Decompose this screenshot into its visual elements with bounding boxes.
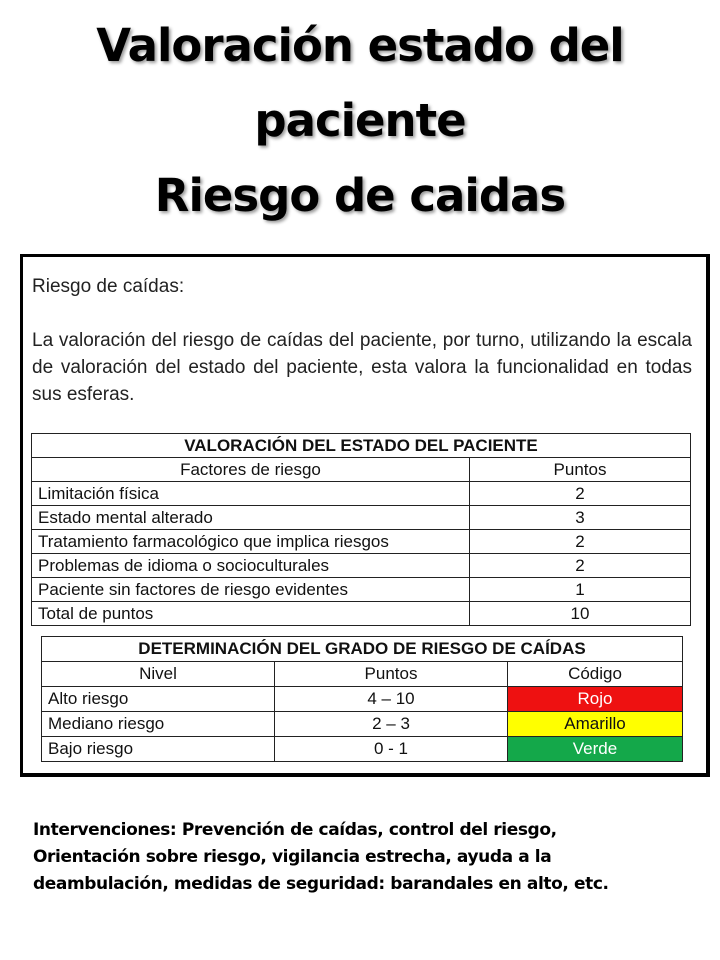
- doc-paragraph: La valoración del riesgo de caídas del paciente, por turno, utilizando la escala de valoración del estado del paciente, esta valora la funcionalidad en todas sus esferas.: [32, 330, 692, 405]
- table-row: [32, 554, 691, 578]
- header-puntos: Puntos: [275, 662, 508, 687]
- document-image: [20, 254, 710, 777]
- title-line-2: paciente: [254, 94, 466, 147]
- doc-heading: Riesgo de caídas:: [32, 276, 185, 297]
- table1-caption: VALORACIÓN DEL ESTADO DEL PACIENTE: [32, 434, 691, 458]
- interventions-text: [33, 817, 713, 898]
- table2-caption: DETERMINACIÓN DEL GRADO DE RIESGO DE CAÍDAS: [42, 637, 683, 662]
- points-cell: 10: [470, 602, 691, 626]
- points-cell: 2: [470, 554, 691, 578]
- interventions-line-2: Orientación sobre riesgo, vigilancia estrecha, ayuda a la: [33, 847, 552, 867]
- factor-cell: Total de puntos: [32, 602, 470, 626]
- intro-text: [32, 273, 692, 408]
- title-line-1: Valoración estado del: [96, 19, 624, 72]
- points-cell: 3: [470, 506, 691, 530]
- table-row: [32, 530, 691, 554]
- table-row: [32, 578, 691, 602]
- title-line-3: Riesgo de caidas: [154, 169, 566, 222]
- table-row: [42, 687, 683, 712]
- points-cell: 2: [470, 530, 691, 554]
- points-cell: 4 – 10: [275, 687, 508, 712]
- table-row: [32, 506, 691, 530]
- level-cell: Mediano riesgo: [42, 712, 275, 737]
- interventions-line-1: Intervenciones: Prevención de caídas, control del riesgo,: [33, 820, 557, 840]
- header-codigo: Código: [508, 662, 683, 687]
- factor-cell: Problemas de idioma o socioculturales: [32, 554, 470, 578]
- slide-title: [0, 8, 720, 233]
- header-nivel: Nivel: [42, 662, 275, 687]
- table-row: [42, 737, 683, 762]
- factor-cell: Paciente sin factores de riesgo evidentes: [32, 578, 470, 602]
- code-cell-yellow: Amarillo: [508, 712, 683, 737]
- points-cell: 0 - 1: [275, 737, 508, 762]
- code-cell-red: Rojo: [508, 687, 683, 712]
- points-cell: 1: [470, 578, 691, 602]
- points-cell: 2: [470, 482, 691, 506]
- factor-cell: Tratamiento farmacológico que implica riesgos: [32, 530, 470, 554]
- total-row: [32, 602, 691, 626]
- header-puntos: Puntos: [470, 458, 691, 482]
- factor-cell: Estado mental alterado: [32, 506, 470, 530]
- table-row: [32, 482, 691, 506]
- risk-level-table: [41, 636, 683, 762]
- header-factores: Factores de riesgo: [32, 458, 470, 482]
- interventions-line-3: deambulación, medidas de seguridad: barandales en alto, etc.: [33, 874, 609, 894]
- level-cell: Bajo riesgo: [42, 737, 275, 762]
- points-cell: 2 – 3: [275, 712, 508, 737]
- factor-cell: Limitación física: [32, 482, 470, 506]
- code-cell-green: Verde: [508, 737, 683, 762]
- table-row: [42, 712, 683, 737]
- level-cell: Alto riesgo: [42, 687, 275, 712]
- patient-assessment-table: [31, 433, 691, 626]
